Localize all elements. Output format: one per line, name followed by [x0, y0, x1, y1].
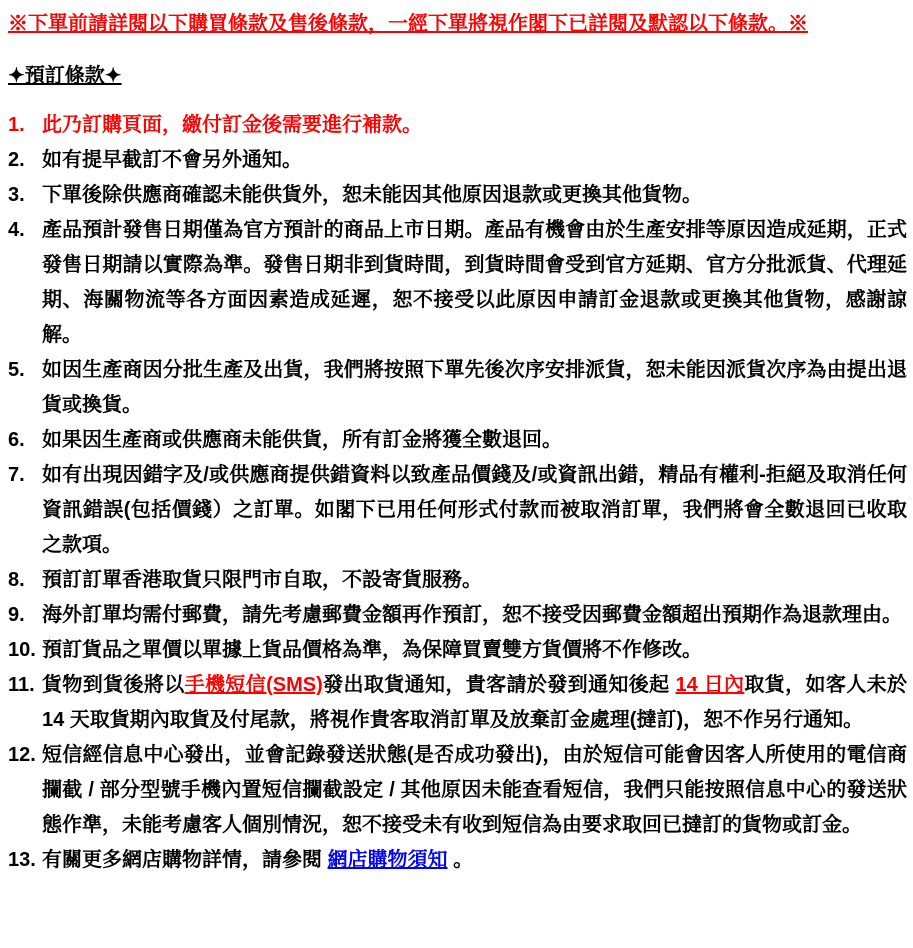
term-number: 13.: [8, 849, 36, 871]
term-segment: 貨物到貨後將以: [42, 674, 185, 696]
term-segment: 如果因生產商或供應商未能供貨，所有訂金將獲全數退回。: [42, 429, 562, 451]
term-item-6: [8, 423, 907, 458]
term-text: [42, 458, 907, 563]
term-text: [42, 738, 907, 843]
term-item-3: [8, 178, 907, 213]
term-item-7: [8, 458, 907, 563]
term-segment: 有關更多網店購物詳情，請參閱: [42, 849, 328, 871]
term-number: 6.: [8, 429, 25, 451]
term-number: 1.: [8, 114, 25, 136]
deadline-highlight: 14 日內: [675, 674, 745, 696]
term-number: 12.: [8, 744, 36, 766]
term-segment: 如因生產商因分批生產及出貨，我們將按照下單先後次序安排派貨，恕未能因派貨次序為由提出退貨或換貨。: [42, 359, 907, 416]
shop-guide-link[interactable]: 網店購物須知: [327, 849, 448, 871]
term-text: [42, 598, 907, 633]
term-number: 11.: [8, 674, 35, 696]
term-segment: 產品預計發售日期僅為官方預計的商品上市日期。產品有機會由於生產安排等原因造成延期，正式發售日期請以實際為準。發售日期非到貨時間，到貨時間會受到官方延期、官方分批派貨、代理延期、海關物流等各方面因素造成延遲，恕不接受以此原因申請訂金退款或更換其他貨物，感謝諒解。: [42, 219, 907, 346]
term-number: 10.: [8, 639, 36, 661]
term-text: [42, 563, 907, 598]
term-segment: 預訂訂單香港取貨只限門市自取，不設寄貨服務。: [42, 569, 482, 591]
term-text: [42, 143, 907, 178]
term-text: [42, 843, 907, 878]
term-segment: 預訂貨品之單價以單據上貨品價格為準，為保障買賣雙方貨價將不作修改。: [42, 639, 702, 661]
term-number: 8.: [8, 569, 25, 591]
term-text: [42, 423, 907, 458]
terms-list: [8, 108, 907, 878]
section-title-preorder-terms: ✦預訂條款✦: [8, 65, 122, 87]
term-item-4: [8, 213, 907, 353]
term-text: [42, 178, 907, 213]
term-number: 5.: [8, 359, 25, 381]
term-number: 7.: [8, 464, 25, 486]
term-item-8: [8, 563, 907, 598]
term-item-2: [8, 143, 907, 178]
term-item-1: [8, 108, 907, 143]
term-segment: 下單後除供應商確認未能供貨外，恕未能因其他原因退款或更換其他貨物。: [42, 184, 702, 206]
term-text: [42, 108, 907, 143]
term-item-10: [8, 633, 907, 668]
term-segment: 此乃訂購頁面，繳付訂金後需要進行補款。: [42, 114, 422, 136]
term-segment: 海外訂單均需付郵費，請先考慮郵費金額再作預訂，恕不接受因郵費金額超出預期作為退款理由。: [42, 604, 902, 626]
term-item-12: [8, 738, 907, 843]
term-item-5: [8, 353, 907, 423]
term-item-11: [8, 668, 907, 738]
term-item-9: [8, 598, 907, 633]
term-segment: 。: [447, 849, 474, 871]
term-segment: 取貨，如客人未於 14 天取貨期內取貨及付尾款，將視作貴客取消訂單及放棄訂金處理(撻訂)，恕不作另行通知。: [42, 674, 908, 731]
term-number: 4.: [8, 219, 25, 241]
term-text: [42, 668, 907, 738]
purchase-notice-banner: ※下單前請詳閱以下購買條款及售後條款，一經下單將視作閣下已詳閱及默認以下條款。※: [8, 13, 808, 35]
term-text: [42, 633, 907, 668]
term-segment: 如有出現因錯字及/或供應商提供錯資料以致產品價錢及/或資訊出錯，精品有權利-拒絕及取消任何資訊錯誤(包括價錢）之訂單。如閣下已用任何形式付款而被取消訂單，我們將會全數退回已收取之款項。: [42, 464, 907, 556]
term-number: 3.: [8, 184, 25, 206]
term-number: 2.: [8, 149, 25, 171]
term-text: [42, 213, 907, 353]
term-text: [42, 353, 907, 423]
term-item-13: [8, 843, 907, 878]
sms-highlight: 手機短信(SMS): [184, 674, 323, 696]
term-number: 9.: [8, 604, 25, 626]
term-segment: 如有提早截訂不會另外通知。: [42, 149, 302, 171]
term-segment: 短信經信息中心發出，並會記錄發送狀態(是否成功發出)，由於短信可能會因客人所使用的電信商攔截 / 部分型號手機內置短信攔截設定 / 其他原因未能查看短信，我們只能按照信息中心的發送狀態作準，未能考慮客人個別情況，恕不接受未有收到短信為由要求取回已撻訂的貨物或訂金。: [42, 744, 907, 836]
term-segment: 發出取貨通知，貴客請於發到通知後起: [322, 674, 676, 696]
